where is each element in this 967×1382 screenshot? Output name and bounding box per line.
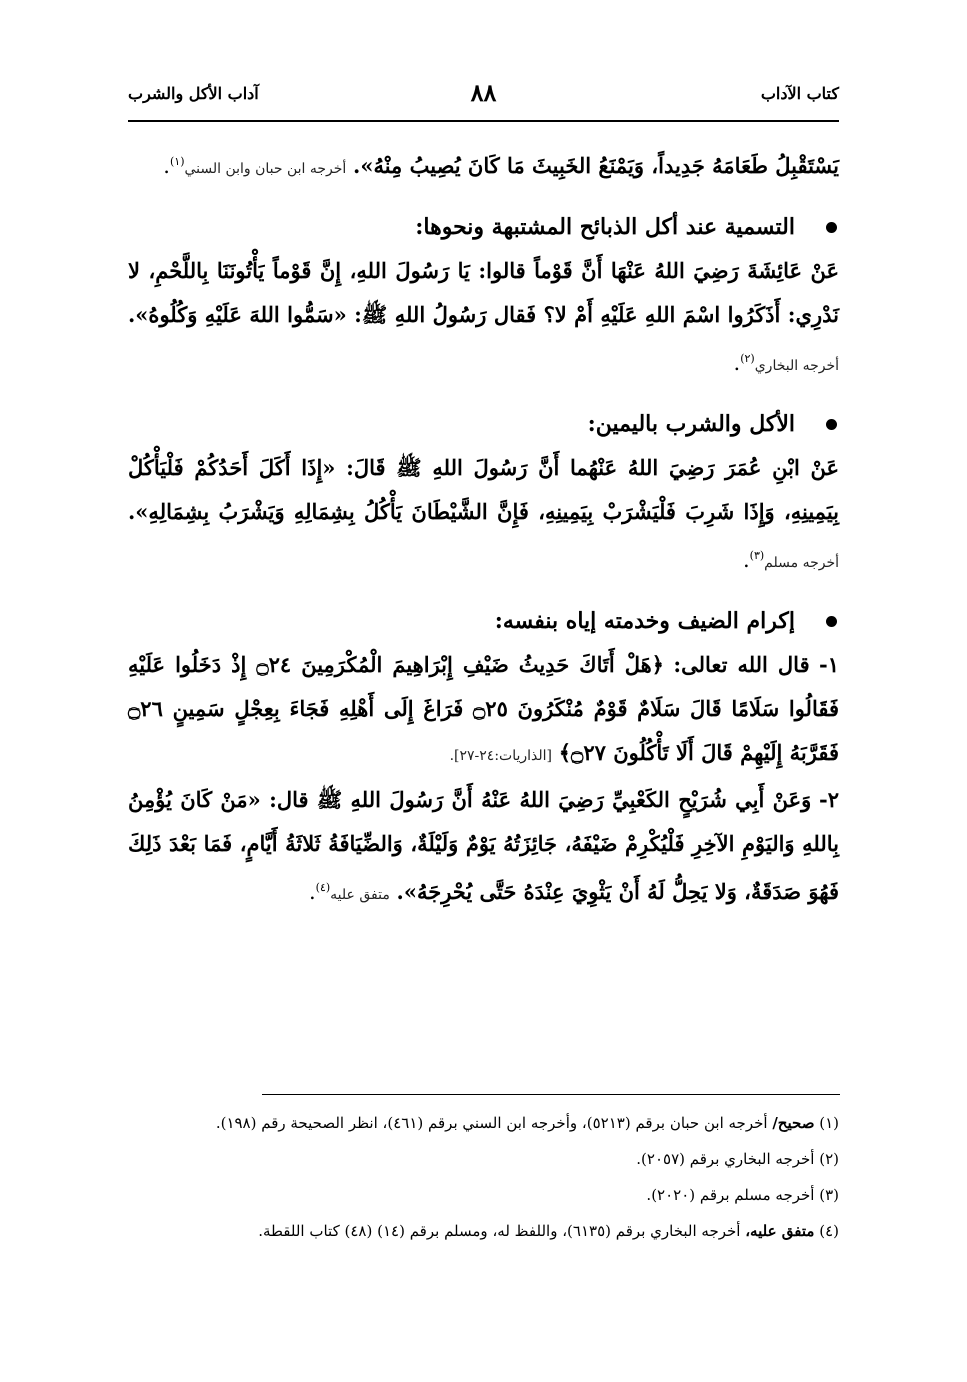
footnote-text: أخرجه مسلم برقم (٢٠٢٠). xyxy=(646,1186,815,1204)
intro-hadith: يَسْتَقْبِلُ طَعَامَهُ جَدِيداً، وَيَمْنَعُ الخَبِيثَ مَا كَانَ يُصِيبُ مِنْهُ». xyxy=(353,153,839,178)
bullet-icon xyxy=(826,419,837,430)
footnote-divider xyxy=(262,1094,840,1095)
quran-verse: ﴿هَلْ أَتَاكَ حَدِيثُ ضَيْفِ إِبْرَاهِيمَ الْمُكْرَمِينَ ۝٢٤ إِذْ دَخَلُوا عَلَيْهِ فَقَالُوا سَلَامًا قَالَ سَلَامٌ قَوْمٌ مُنْكَرُونَ ۝٢٥ فَرَاغَ إِلَى أَهْلِهِ فَجَاءَ بِعِجْلٍ سَمِينٍ ۝٢٦ فَقَرَّبَهُ إِلَيْهِمْ قَالَ أَلَا تَأْكُلُونَ ۝٢٧﴾ xyxy=(128,652,840,765)
list-item-quran xyxy=(128,643,839,778)
footnote-ref-3[interactable]: (٣) xyxy=(749,549,765,562)
hadith-source: متفق عليه xyxy=(330,887,390,903)
section-title: الأكل والشرب باليمين: xyxy=(587,411,795,437)
footnote-2 xyxy=(128,1146,839,1172)
hadith-source: أخرجه مسلم xyxy=(764,555,839,571)
footnote-number: (٤) xyxy=(819,1222,839,1240)
bullet-icon xyxy=(826,222,837,233)
footnote-number: (١) xyxy=(819,1114,839,1132)
intro-end: . xyxy=(163,154,170,178)
book-title: كتاب الآداب xyxy=(760,84,839,103)
chapter-title: آداب الأكل والشرب xyxy=(128,84,259,103)
item-lead: قال الله تعالى: xyxy=(673,652,810,677)
footnote-grade: متفق عليه، xyxy=(745,1222,815,1240)
hadith-text: عَنْ عَائِشَةَ رَضِيَ اللهُ عَنْهَا أَنَّ قَوْماً قالوا: يَا رَسُولَ اللهِ، إِنَّ قَوْماً يَأْتُونَنَا بِاللَّحْمِ، لا نَدْرِي: أَذَكَرُوا اسْمَ اللهِ عَلَيْهِ أَمْ لا؟ فَقال رَسُولُ اللهِ ﷺ: «سَمُّوا اللهَ عَلَيْهِ وَكُلُوهُ». xyxy=(128,258,839,327)
section-title: التسمية عند أكل الذبائح المشتبهة ونحوها: xyxy=(415,214,795,240)
intro-paragraph xyxy=(128,140,839,191)
intro-source: أخرجه ابن حبان وابن السني xyxy=(184,161,347,177)
footnote-text: أخرجه البخاري برقم (٦١٣٥)، واللفظ له، ومسلم برقم (١٤) (٤٨) كتاب اللقطة. xyxy=(258,1222,741,1240)
hadith-paragraph-ibn-umar: عَنْ ابْنِ عُمَرَ رَضِيَ اللهُ عَنْهُما أَنَّ رَسُولَ اللهِ ﷺ قَالَ: «إِذَا أَكَلَ أَحَدُكُمْ فَلْيَأْكُلْ بِيَمِينِهِ، وَإِذَا شَرِبَ فَلْيَشْرَبْ بِيَمِينِهِ، فَإِنَّ الشَّيْطَانَ يَأْكُلُ بِشِمَالِهِ وَيَشْرَبُ بِشِمَالِهِ». أخرجه مسلم$^{(٣)}$. xyxy=(128,455,839,572)
footnotes xyxy=(128,1110,839,1254)
item-number: ١- xyxy=(819,652,839,677)
footnote-3 xyxy=(128,1182,839,1208)
footnote-4 xyxy=(128,1218,839,1244)
footnote-text: أخرجه البخاري برقم (٢٠٥٧). xyxy=(636,1150,815,1168)
hadith-text: وَعَنْ أَبِي شُرَيْحٍ الكَعْبِيِّ رَضِيَ اللهُ عَنْهُ أَنَّ رَسُولَ اللهِ ﷺ قال: «مَنْ كَانَ يُؤْمِنُ بِاللهِ وَاليَوْمِ الآخِرِ فَلْيُكْرِمْ ضَيْفَهُ، جَائِزَتُهُ يَوْمٌ وَلَيْلَةٌ، وَالضِّيَافَةُ ثَلاثَةُ أَيَّامٍ، فَمَا بَعْدَ ذَلِكَ فَهُوَ صَدَقَةٌ، وَلا يَحِلُّ لَهُ أَنْ يَثْوِيَ عِنْدَهُ حَتَّى يُحْرِجَهُ». xyxy=(128,787,839,904)
running-header xyxy=(128,78,839,118)
list-item-abu-shurayh: ٢- وَعَنْ أَبِي شُرَيْحٍ الكَعْبِيِّ رَضِيَ اللهُ عَنْهُ أَنَّ رَسُولَ اللهِ ﷺ قال: «مَنْ كَانَ يُؤْمِنُ بِاللهِ وَاليَوْمِ الآخِرِ فَلْيُكْرِمْ ضَيْفَهُ، جَائِزَتُهُ يَوْمٌ وَلَيْلَةٌ، وَالضِّيَافَةُ ثَلاثَةُ أَيَّامٍ، فَمَا بَعْدَ ذَلِكَ فَهُوَ صَدَقَةٌ، وَلا يَحِلُّ لَهُ أَنْ يَثْوِيَ عِنْدَهُ حَتَّى يُحْرِجَهُ». متفق عليه$^{(٤)}$. xyxy=(128,787,839,904)
footnote-number: (٣) xyxy=(819,1186,839,1204)
section-heading-yamin xyxy=(128,402,839,446)
main-content xyxy=(128,140,839,917)
verse-reference: [الذاريات:٢٤-٢٧]. xyxy=(449,748,553,764)
footnote-grade: صحيح/ xyxy=(772,1114,815,1132)
hadith-source: أخرجه البخاري xyxy=(754,358,839,374)
footnote-text: أخرجه ابن حبان برقم (٥٢١٣)، وأخرجه ابن السني برقم (٤٦١)، انظر الصحيحة رقم (١٩٨). xyxy=(215,1114,768,1132)
hadith-paragraph-aisha: عَنْ عَائِشَةَ رَضِيَ اللهُ عَنْهَا أَنَّ قَوْماً قالوا: يَا رَسُولَ اللهِ، إِنَّ قَوْماً يَأْتُونَنَا بِاللَّحْمِ، لا نَدْرِي: أَذَكَرُوا اسْمَ اللهِ عَلَيْهِ أَمْ لا؟ فَقال رَسُولُ اللهِ ﷺ: «سَمُّوا اللهَ عَلَيْهِ وَكُلُوهُ». أخرجه البخاري$^{(٢)}$. xyxy=(128,258,839,375)
section-title: إكرام الضيف وخدمته إياه بنفسه: xyxy=(494,608,795,634)
header-divider xyxy=(128,120,839,122)
hadith-text: عَنْ ابْنِ عُمَرَ رَضِيَ اللهُ عَنْهُما أَنَّ رَسُولَ اللهِ ﷺ قَالَ: «إِذَا أَكَلَ أَحَدُكُمْ فَلْيَأْكُلْ بِيَمِينِهِ، وَإِذَا شَرِبَ فَلْيَشْرَبْ بِيَمِينِهِ، فَإِنَّ الشَّيْطَانَ يَأْكُلُ بِشِمَالِهِ وَيَشْرَبُ بِشِمَالِهِ». xyxy=(128,455,839,524)
footnote-1 xyxy=(128,1110,839,1136)
page-number: ٨٨ xyxy=(470,78,497,107)
section-heading-tasmiya xyxy=(128,205,839,249)
item-number: ٢- xyxy=(819,787,839,812)
footnote-ref-1[interactable]: (١) xyxy=(169,155,185,168)
bullet-icon xyxy=(826,616,837,627)
footnote-number: (٢) xyxy=(819,1150,839,1168)
section-heading-ikram xyxy=(128,599,839,643)
footnote-ref-4[interactable]: (٤) xyxy=(315,881,331,894)
footnote-ref-2[interactable]: (٢) xyxy=(740,352,755,365)
